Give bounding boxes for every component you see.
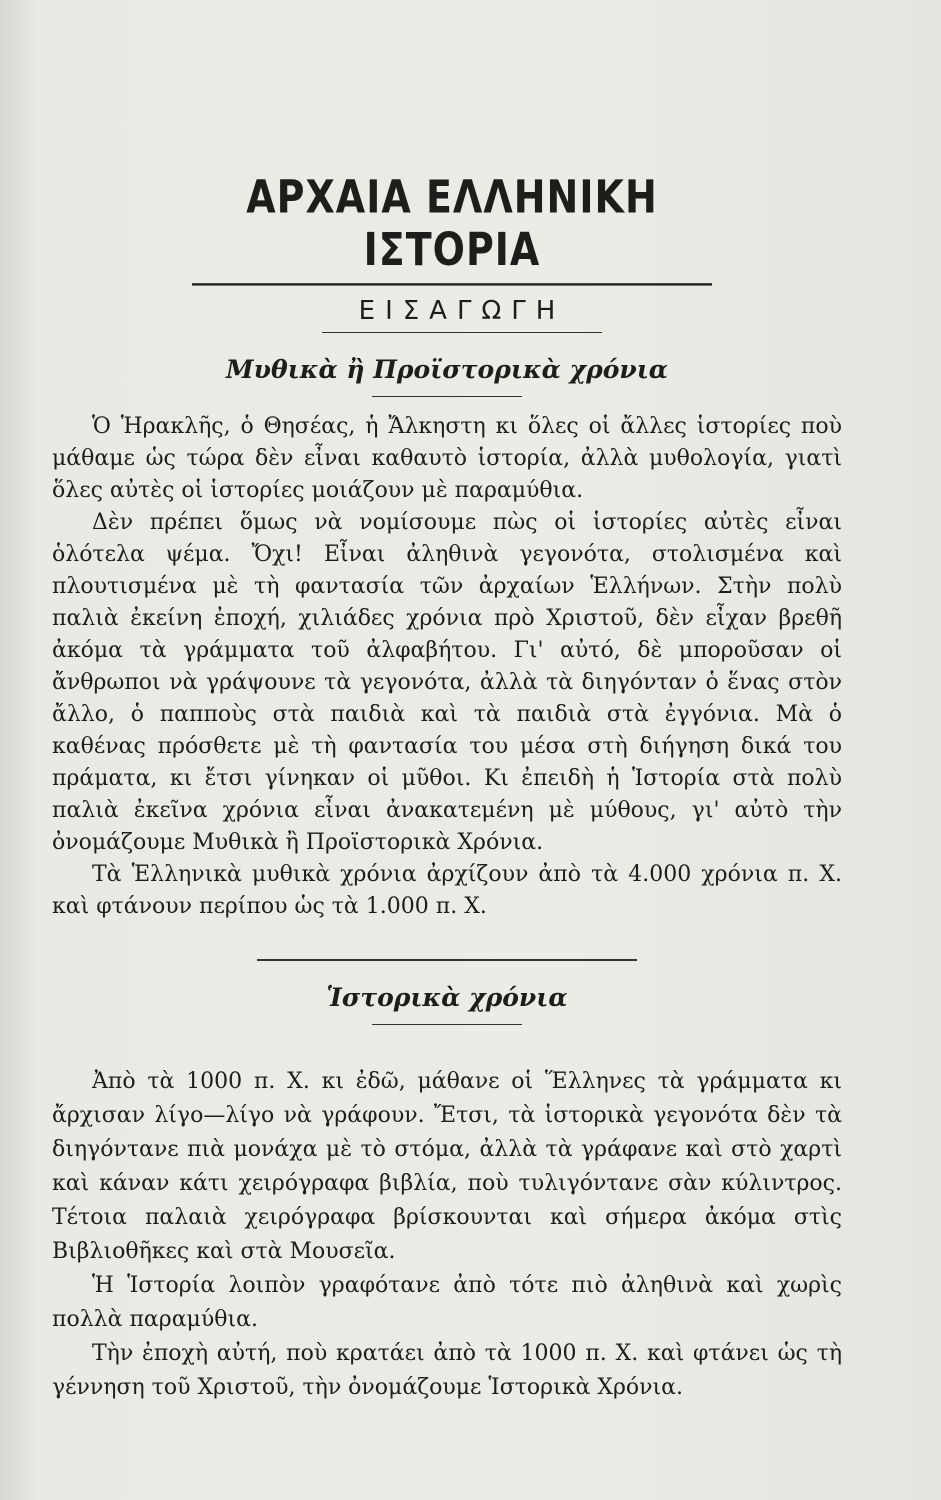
paragraph: Ὁ Ἡρακλῆς, ὁ Θησέας, ἡ Ἄλκηστη κι ὅλες οἱ ἄλλες ἱστορίες ποὺ μάθαμε ὡς τώρα δὲν εἶναι καθαυτὸ ἱστορία, ἀλλὰ μυθολογία, γιατὶ ὅλες αὐτὲς οἱ ἱστορίες μοιάζουν μὲ παραμύθια. [52,414,842,503]
paragraph: Ἀπὸ τὰ 1000 π. Χ. κι ἐδῶ, μάθανε οἱ Ἕλληνες τὰ γράμματα κι ἄρχισαν λίγο—λίγο νὰ γράφουν. Ἔτσι, τὰ ἱστορικὰ γεγονότα δὲν τὰ διηγόντανε πιὰ μονάχα μὲ τὸ στόμα, ἀλλὰ τὰ γράφανε καὶ στὸ χαρτὶ καὶ κάναν κάτι χειρόγραφα βιβλία, ποὺ τυλιγόντανε σὰν κύλιντρος. Τέτοια παλαιὰ χειρόγραφα βρίσκουνται καὶ σήμερα ἀκόμα στὶς Βιβλιοθῆκες καὶ στὰ Μουσεῖα. [52,1069,842,1264]
intro-title: ΕΙΣΑΓΩΓΗ [322,296,602,333]
divider [372,1024,522,1025]
section-divider [257,959,637,961]
section-heading-historical: Ἱστορικὰ χρόνια [326,983,568,1012]
section-heading-mythical: Μυθικὰ ἢ Προϊστορικὰ χρόνια [225,355,669,384]
page-content [52,170,842,1405]
spacer [52,1039,842,1065]
divider [372,396,522,397]
main-title: ΑΡΧΑΙΑ ΕΛΛΗΝΙΚΗ ΙΣΤΟΡΙΑ [192,170,712,285]
paragraph: Δὲν πρέπει ὅμως νὰ νομίσουμε πὼς οἱ ἱστορίες αὐτὲς εἶναι ὁλότελα ψέμα. Ὄχι! Εἶναι ἀληθινὰ γεγονότα, στολισμένα καὶ πλουτισμένα μὲ τὴ φαντασία τῶν ἀρχαίων Ἑλλήνων. Στὴν πολὺ παλιὰ ἐκείνη ἐποχή, χιλιάδες χρόνια πρὸ Χριστοῦ, δὲν εἶχαν βρεθῆ ἀκόμα τὰ γράμματα τοῦ ἀλφαβήτου. Γι' αὐτό, δὲ μποροῦσαν οἱ ἄνθρωποι νὰ γράψουνε τὰ γεγονότα, ἀλλὰ τὰ διηγόνταν ὁ ἕνας στὸν ἄλλο, ὁ παπποὺς στὰ παιδιὰ καὶ τὰ παιδιὰ στὰ ἐγγόνια. Μὰ ὁ καθένας πρόσθετε μὲ τὴ φαντασία του μέσα στὴ διήγηση δικά του πράματα, κι ἔτσι γίνηκαν οἱ μῦθοι. Κι ἐπειδὴ ἡ Ἱστορία στὰ πολὺ παλιὰ ἐκεῖνα χρόνια εἶναι ἀνακατεμένη μὲ μύθους, γι' αὐτὸ τὴν ὀνομάζουμε Μυθικὰ ἢ Προϊστορικὰ Χρόνια. [52,510,842,855]
paragraph: Ἡ Ἱστορία λοιπὸν γραφότανε ἀπὸ τότε πιὸ ἀληθινὰ καὶ χωρὶς πολλὰ παραμύθια. [52,1273,842,1332]
paragraph: Τὰ Ἑλληνικὰ μυθικὰ χρόνια ἀρχίζουν ἀπὸ τὰ 4.000 χρόνια π. Χ. καὶ φτάνουν περίπου ὡς τὰ 1.000 π. Χ. [52,862,842,919]
paragraph: Τὴν ἐποχὴ αὐτή, ποὺ κρατάει ἀπὸ τὰ 1000 π. Χ. καὶ φτάνει ὡς τὴ γέννηση τοῦ Χριστοῦ, τὴν ὀνομάζουμε Ἱστορικὰ Χρόνια. [52,1341,842,1400]
